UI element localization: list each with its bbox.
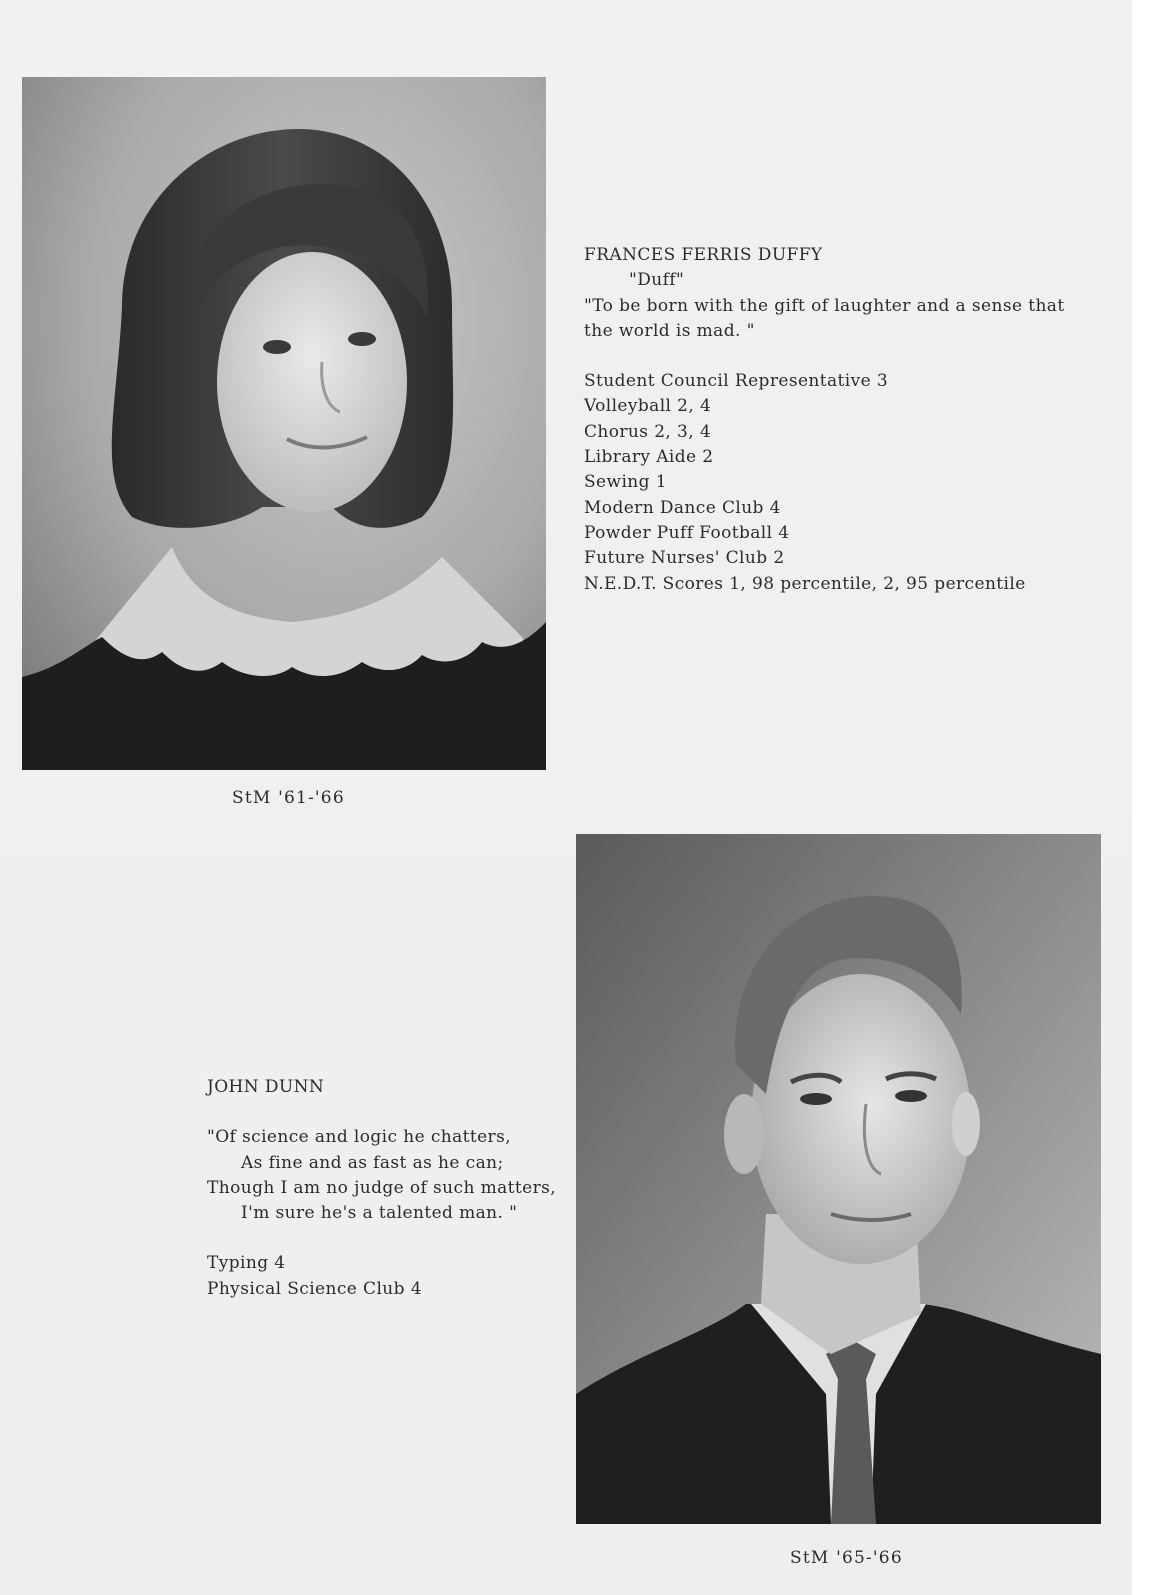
years-caption-frances: StM '61-'66 xyxy=(232,788,345,808)
activity-item: Typing 4 xyxy=(207,1253,286,1274)
student-entry-frances xyxy=(584,243,1065,597)
quote-line: "To be born with the gift of laughter and a sense that xyxy=(584,295,1065,316)
activity-item: Sewing 1 xyxy=(584,472,667,493)
activity-item: Powder Puff Football 4 xyxy=(584,522,790,543)
spacer xyxy=(207,1100,556,1125)
page-edge xyxy=(1132,0,1150,1595)
activity-item: Chorus 2, 3, 4 xyxy=(584,421,712,442)
quote-line: I'm sure he's a talented man. " xyxy=(241,1203,518,1224)
activity-item: Physical Science Club 4 xyxy=(207,1278,422,1299)
spacer xyxy=(207,1226,556,1251)
portrait-john-dunn xyxy=(576,834,1101,1524)
activity-item: Library Aide 2 xyxy=(584,447,714,468)
quote-line: As fine and as fast as he can; xyxy=(241,1152,504,1173)
quote-line: Though I am no judge of such matters, xyxy=(207,1177,557,1198)
spacer xyxy=(584,344,1065,369)
quote-line: the world is mad. " xyxy=(584,320,755,341)
activity-item: Future Nurses' Club 2 xyxy=(584,548,785,569)
student-nickname: "Duff" xyxy=(629,270,685,291)
student-entry-john xyxy=(207,1075,556,1302)
years-caption-john: StM '65-'66 xyxy=(790,1548,903,1568)
activity-item: Student Council Representative 3 xyxy=(584,371,889,392)
student-name: FRANCES FERRIS DUFFY xyxy=(584,245,823,265)
portrait-frances-duffy xyxy=(22,77,546,770)
activity-item: Volleyball 2, 4 xyxy=(584,396,712,417)
quote-line: "Of science and logic he chatters, xyxy=(207,1127,512,1148)
activity-item: Modern Dance Club 4 xyxy=(584,497,781,518)
student-name: JOHN DUNN xyxy=(207,1077,325,1097)
activity-item: N.E.D.T. Scores 1, 98 percentile, 2, 95 percentile xyxy=(584,573,1026,594)
